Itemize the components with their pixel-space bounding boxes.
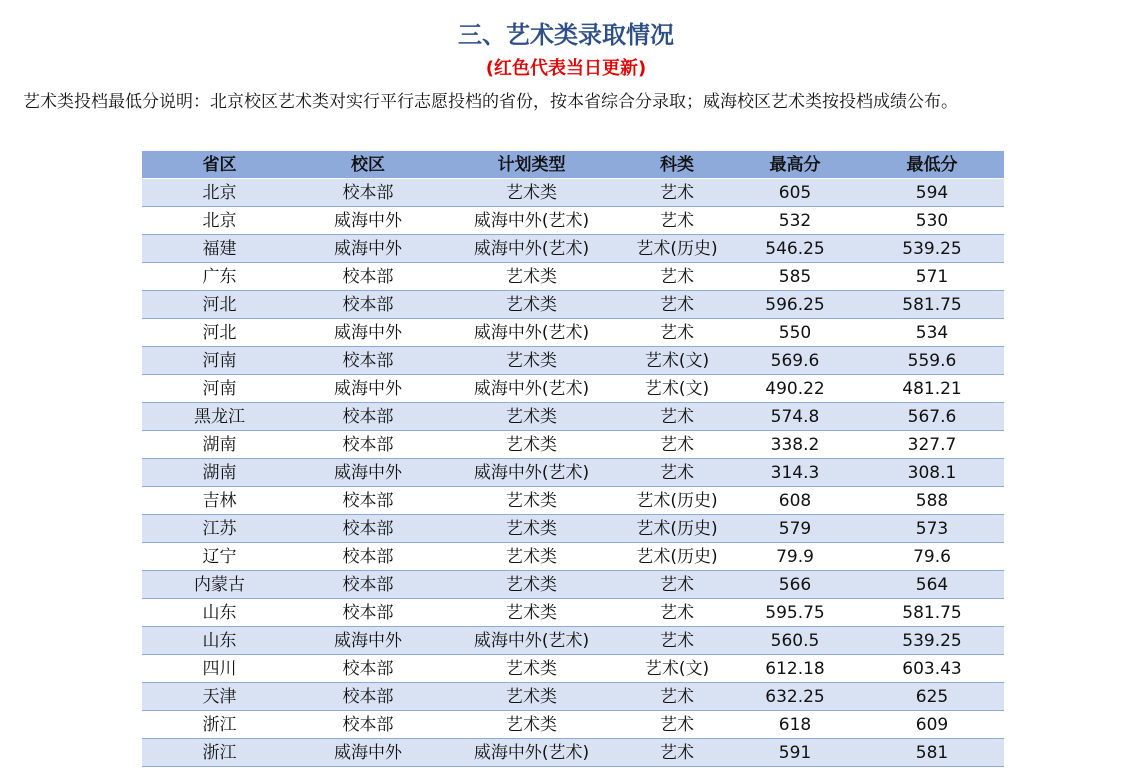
cell-province: 河北 <box>142 291 297 319</box>
table-row <box>142 655 1004 683</box>
cell-campus: 校本部 <box>297 179 439 207</box>
cell-subject: 艺术(历史) <box>624 487 730 515</box>
cell-subject: 艺术 <box>624 263 730 291</box>
cell-campus: 威海中外 <box>297 207 439 235</box>
cell-min-score: 573 <box>860 515 1004 543</box>
table-row <box>142 627 1004 655</box>
header-campus: 校区 <box>297 151 439 179</box>
header-subject: 科类 <box>624 151 730 179</box>
cell-max-score: 490.22 <box>730 375 860 403</box>
cell-campus: 校本部 <box>297 543 439 571</box>
table-body <box>142 179 1004 767</box>
cell-subject: 艺术 <box>624 459 730 487</box>
table-row <box>142 487 1004 515</box>
cell-province: 浙江 <box>142 739 297 767</box>
page-note: 艺术类投档最低分说明：北京校区艺术类对实行平行志愿投档的省份，按本省综合分录取；威海校区艺术类按投档成绩公布。 <box>23 92 958 112</box>
page-subtitle: (红色代表当日更新) <box>485 58 647 79</box>
cell-campus: 威海中外 <box>297 375 439 403</box>
cell-max-score: 569.6 <box>730 347 860 375</box>
cell-plan-type: 艺术类 <box>439 431 624 459</box>
table-row <box>142 403 1004 431</box>
cell-campus: 威海中外 <box>297 235 439 263</box>
cell-province: 广东 <box>142 263 297 291</box>
cell-plan-type: 威海中外(艺术) <box>439 375 624 403</box>
cell-subject: 艺术(历史) <box>624 235 730 263</box>
cell-max-score: 560.5 <box>730 627 860 655</box>
cell-campus: 校本部 <box>297 263 439 291</box>
table-row <box>142 431 1004 459</box>
cell-max-score: 546.25 <box>730 235 860 263</box>
cell-province: 四川 <box>142 655 297 683</box>
cell-subject: 艺术 <box>624 599 730 627</box>
cell-min-score: 481.21 <box>860 375 1004 403</box>
cell-plan-type: 威海中外(艺术) <box>439 739 624 767</box>
cell-plan-type: 艺术类 <box>439 543 624 571</box>
cell-plan-type: 威海中外(艺术) <box>439 235 624 263</box>
cell-province: 辽宁 <box>142 543 297 571</box>
table-row <box>142 235 1004 263</box>
cell-plan-type: 艺术类 <box>439 655 624 683</box>
header-province: 省区 <box>142 151 297 179</box>
cell-subject: 艺术 <box>624 403 730 431</box>
cell-min-score: 559.6 <box>860 347 1004 375</box>
cell-max-score: 591 <box>730 739 860 767</box>
cell-max-score: 338.2 <box>730 431 860 459</box>
cell-min-score: 539.25 <box>860 235 1004 263</box>
cell-province: 福建 <box>142 235 297 263</box>
cell-province: 天津 <box>142 683 297 711</box>
cell-campus: 校本部 <box>297 683 439 711</box>
table-row <box>142 739 1004 767</box>
table-row <box>142 263 1004 291</box>
cell-province: 河南 <box>142 347 297 375</box>
cell-subject: 艺术 <box>624 571 730 599</box>
table-row <box>142 319 1004 347</box>
cell-max-score: 532 <box>730 207 860 235</box>
cell-max-score: 605 <box>730 179 860 207</box>
cell-min-score: 625 <box>860 683 1004 711</box>
cell-province: 河北 <box>142 319 297 347</box>
table-row <box>142 459 1004 487</box>
cell-plan-type: 艺术类 <box>439 599 624 627</box>
cell-min-score: 327.7 <box>860 431 1004 459</box>
cell-subject: 艺术 <box>624 291 730 319</box>
cell-max-score: 608 <box>730 487 860 515</box>
cell-min-score: 79.6 <box>860 543 1004 571</box>
cell-plan-type: 艺术类 <box>439 347 624 375</box>
table-row <box>142 291 1004 319</box>
cell-max-score: 632.25 <box>730 683 860 711</box>
table-row <box>142 543 1004 571</box>
cell-max-score: 618 <box>730 711 860 739</box>
cell-province: 北京 <box>142 179 297 207</box>
cell-min-score: 581 <box>860 739 1004 767</box>
cell-min-score: 530 <box>860 207 1004 235</box>
cell-province: 湖南 <box>142 459 297 487</box>
cell-campus: 威海中外 <box>297 627 439 655</box>
cell-min-score: 609 <box>860 711 1004 739</box>
table-header-row <box>142 151 1004 179</box>
cell-subject: 艺术 <box>624 207 730 235</box>
table-header <box>142 151 1004 179</box>
cell-campus: 校本部 <box>297 711 439 739</box>
cell-plan-type: 艺术类 <box>439 403 624 431</box>
cell-subject: 艺术 <box>624 431 730 459</box>
cell-campus: 威海中外 <box>297 319 439 347</box>
cell-plan-type: 艺术类 <box>439 515 624 543</box>
cell-campus: 校本部 <box>297 515 439 543</box>
table-row <box>142 347 1004 375</box>
table-row <box>142 599 1004 627</box>
cell-campus: 校本部 <box>297 291 439 319</box>
cell-max-score: 314.3 <box>730 459 860 487</box>
cell-max-score: 79.9 <box>730 543 860 571</box>
cell-province: 北京 <box>142 207 297 235</box>
cell-subject: 艺术 <box>624 627 730 655</box>
cell-max-score: 579 <box>730 515 860 543</box>
cell-max-score: 596.25 <box>730 291 860 319</box>
cell-min-score: 539.25 <box>860 627 1004 655</box>
cell-plan-type: 艺术类 <box>439 263 624 291</box>
cell-max-score: 612.18 <box>730 655 860 683</box>
cell-plan-type: 威海中外(艺术) <box>439 319 624 347</box>
cell-subject: 艺术 <box>624 319 730 347</box>
admission-score-table <box>142 151 1004 767</box>
cell-province: 黑龙江 <box>142 403 297 431</box>
cell-min-score: 581.75 <box>860 599 1004 627</box>
cell-max-score: 595.75 <box>730 599 860 627</box>
header-max-score: 最高分 <box>730 151 860 179</box>
cell-plan-type: 艺术类 <box>439 291 624 319</box>
cell-subject: 艺术(历史) <box>624 515 730 543</box>
header-plan-type: 计划类型 <box>439 151 624 179</box>
table-row <box>142 375 1004 403</box>
cell-plan-type: 威海中外(艺术) <box>439 459 624 487</box>
cell-min-score: 571 <box>860 263 1004 291</box>
table-row <box>142 515 1004 543</box>
cell-province: 吉林 <box>142 487 297 515</box>
cell-subject: 艺术 <box>624 711 730 739</box>
cell-campus: 校本部 <box>297 571 439 599</box>
cell-subject: 艺术 <box>624 179 730 207</box>
cell-max-score: 585 <box>730 263 860 291</box>
cell-campus: 校本部 <box>297 431 439 459</box>
cell-plan-type: 艺术类 <box>439 683 624 711</box>
cell-plan-type: 艺术类 <box>439 487 624 515</box>
cell-campus: 威海中外 <box>297 459 439 487</box>
cell-province: 湖南 <box>142 431 297 459</box>
cell-subject: 艺术(文) <box>624 655 730 683</box>
cell-max-score: 550 <box>730 319 860 347</box>
table-row <box>142 683 1004 711</box>
cell-min-score: 534 <box>860 319 1004 347</box>
cell-campus: 威海中外 <box>297 739 439 767</box>
cell-min-score: 564 <box>860 571 1004 599</box>
cell-campus: 校本部 <box>297 487 439 515</box>
cell-min-score: 594 <box>860 179 1004 207</box>
cell-province: 山东 <box>142 599 297 627</box>
table-row <box>142 571 1004 599</box>
cell-subject: 艺术 <box>624 683 730 711</box>
cell-subject: 艺术(文) <box>624 375 730 403</box>
cell-campus: 校本部 <box>297 599 439 627</box>
cell-max-score: 566 <box>730 571 860 599</box>
cell-max-score: 574.8 <box>730 403 860 431</box>
cell-plan-type: 威海中外(艺术) <box>439 627 624 655</box>
cell-min-score: 588 <box>860 487 1004 515</box>
cell-min-score: 603.43 <box>860 655 1004 683</box>
cell-campus: 校本部 <box>297 655 439 683</box>
cell-province: 河南 <box>142 375 297 403</box>
table-row <box>142 207 1004 235</box>
cell-subject: 艺术(文) <box>624 347 730 375</box>
cell-min-score: 581.75 <box>860 291 1004 319</box>
cell-subject: 艺术 <box>624 739 730 767</box>
page-title: 三、艺术类录取情况 <box>458 21 674 49</box>
cell-province: 浙江 <box>142 711 297 739</box>
cell-plan-type: 威海中外(艺术) <box>439 207 624 235</box>
cell-subject: 艺术(历史) <box>624 543 730 571</box>
cell-plan-type: 艺术类 <box>439 711 624 739</box>
table-row <box>142 179 1004 207</box>
cell-plan-type: 艺术类 <box>439 571 624 599</box>
cell-province: 山东 <box>142 627 297 655</box>
cell-plan-type: 艺术类 <box>439 179 624 207</box>
cell-min-score: 308.1 <box>860 459 1004 487</box>
table-row <box>142 711 1004 739</box>
header-min-score: 最低分 <box>860 151 1004 179</box>
cell-min-score: 567.6 <box>860 403 1004 431</box>
cell-province: 内蒙古 <box>142 571 297 599</box>
cell-campus: 校本部 <box>297 403 439 431</box>
cell-campus: 校本部 <box>297 347 439 375</box>
cell-province: 江苏 <box>142 515 297 543</box>
